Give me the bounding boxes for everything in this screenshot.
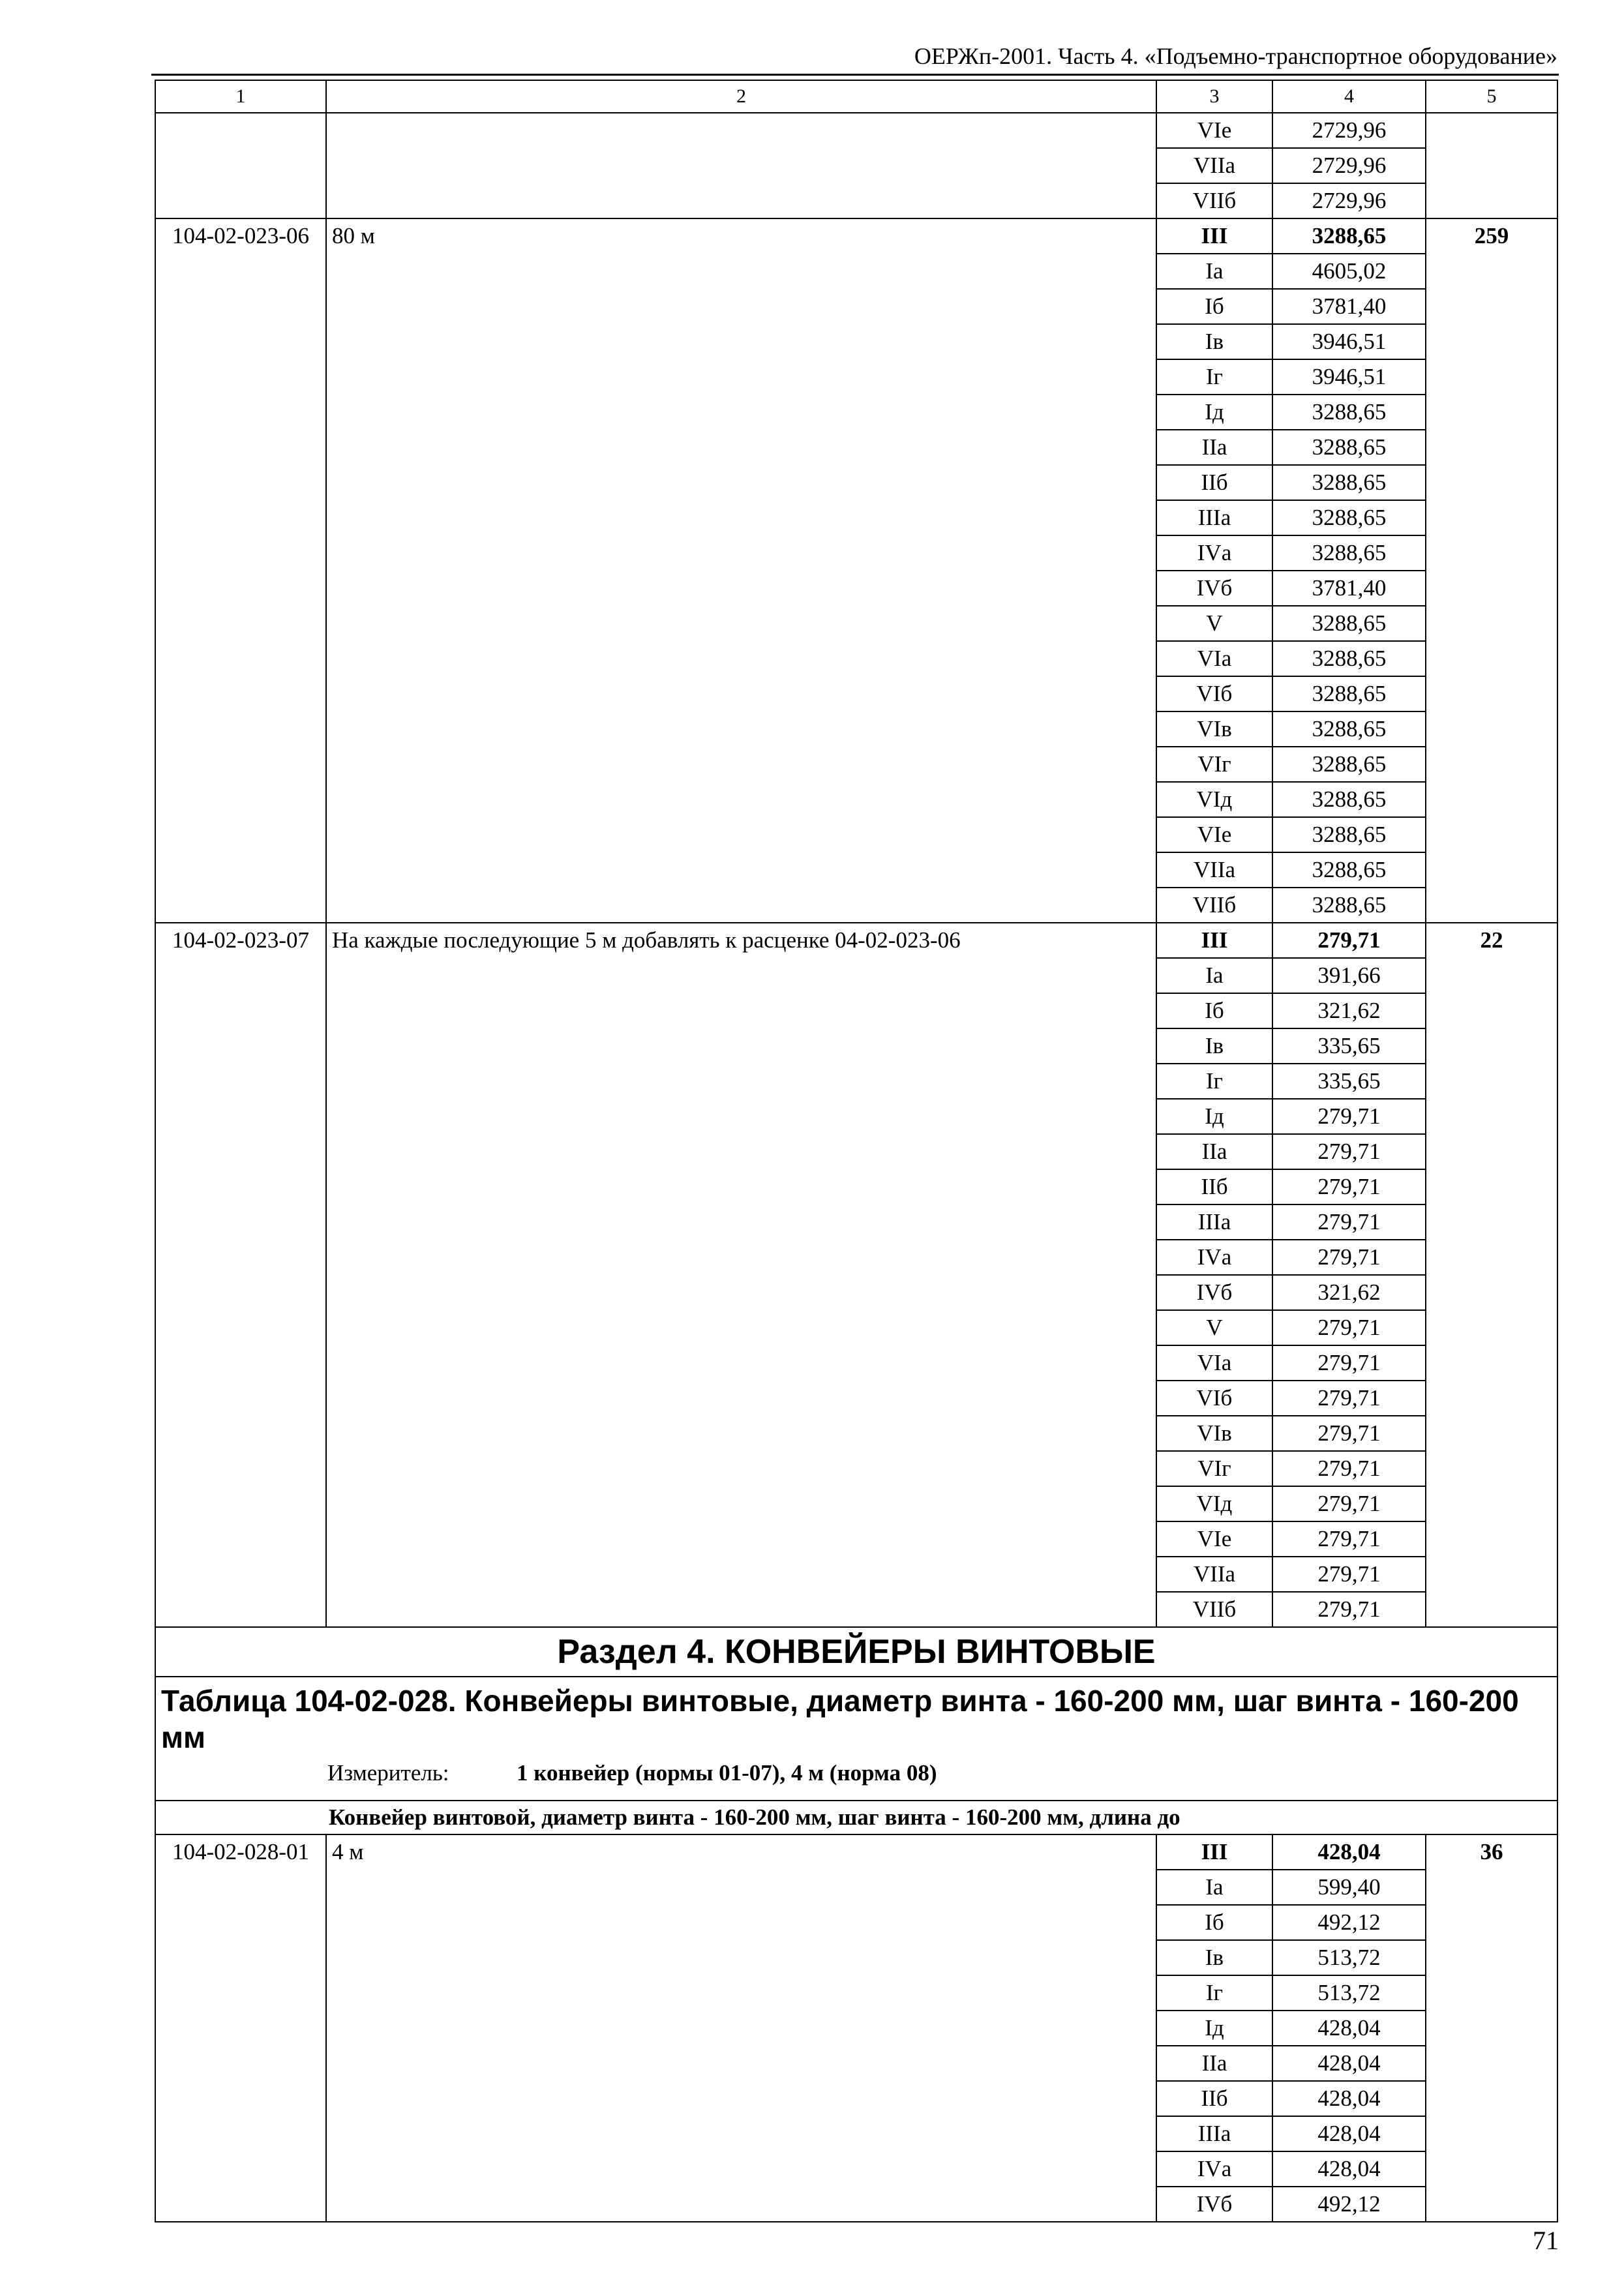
zone-class: VIб (1156, 1381, 1272, 1416)
rate-value: 279,71 (1272, 923, 1426, 958)
rate-value: 4605,02 (1272, 254, 1426, 289)
rate-value: 492,12 (1272, 1905, 1426, 1940)
rate-value: 428,04 (1272, 2151, 1426, 2187)
rate-value: 335,65 (1272, 1028, 1426, 1064)
rate-value: 428,04 (1272, 2046, 1426, 2081)
rate-value: 321,62 (1272, 1275, 1426, 1310)
table-title-cell (155, 1677, 1557, 1801)
table-row (155, 113, 1557, 148)
zone-class: IVа (1156, 1240, 1272, 1275)
column-header: 5 (1426, 80, 1557, 113)
rate-description: 80 м (326, 218, 1156, 923)
column-header: 2 (326, 80, 1156, 113)
rate-value: 3288,65 (1272, 535, 1426, 571)
rate-value: 335,65 (1272, 1064, 1426, 1099)
rate-value: 3946,51 (1272, 324, 1426, 359)
rate-value: 3288,65 (1272, 500, 1426, 535)
zone-class: IIб (1156, 2081, 1272, 2116)
rate-value: 3288,65 (1272, 817, 1426, 852)
zone-class: IVб (1156, 2187, 1272, 2222)
column-header: 1 (155, 80, 326, 113)
zone-class: Iд (1156, 395, 1272, 430)
zone-class: IVб (1156, 1275, 1272, 1310)
rate-value: 492,12 (1272, 2187, 1426, 2222)
zone-class: IIб (1156, 465, 1272, 500)
rate-value: 3288,65 (1272, 888, 1426, 923)
table-body (155, 80, 1557, 2222)
zone-class: VIа (1156, 641, 1272, 676)
rate-value: 3288,65 (1272, 747, 1426, 782)
zone-class: VIIб (1156, 1592, 1272, 1627)
table-row (155, 923, 1557, 958)
rate-code: 104-02-023-07 (155, 923, 326, 1627)
zone-class: VIд (1156, 1486, 1272, 1521)
rate-value: 2729,96 (1272, 148, 1426, 183)
rate-value: 513,72 (1272, 1975, 1426, 2011)
rate-value: 3288,65 (1272, 676, 1426, 711)
zone-class: IIа (1156, 1134, 1272, 1169)
zone-class: VIд (1156, 782, 1272, 817)
rate-value: 3288,65 (1272, 641, 1426, 676)
rates-table (155, 80, 1558, 2222)
section-title-row (155, 1627, 1557, 1677)
rate-value: 3781,40 (1272, 289, 1426, 324)
zone-class: III (1156, 1834, 1272, 1870)
table-title-row (155, 1677, 1557, 1801)
zone-class: III (1156, 923, 1272, 958)
rate-value: 428,04 (1272, 2011, 1426, 2046)
zone-class: Iа (1156, 254, 1272, 289)
section-title: Раздел 4. КОНВЕЙЕРЫ ВИНТОВЫЕ (155, 1627, 1557, 1677)
zone-class: Iб (1156, 993, 1272, 1028)
rate-value: 428,04 (1272, 2081, 1426, 2116)
zone-class: IIIа (1156, 500, 1272, 535)
zone-class: VIIб (1156, 888, 1272, 923)
page-header: ОЕРЖп-2001. Часть 4. «Подъемно-транспортное оборудование» (914, 43, 1557, 69)
rate-value: 428,04 (1272, 2116, 1426, 2151)
group-title-row (155, 1801, 1557, 1834)
rate-value: 3288,65 (1272, 430, 1426, 465)
zone-class: IIIа (1156, 1204, 1272, 1240)
rate-value: 3946,51 (1272, 359, 1426, 395)
rate-value: 3781,40 (1272, 571, 1426, 606)
rate-value: 391,66 (1272, 958, 1426, 993)
zone-class: Iб (1156, 1905, 1272, 1940)
zone-class: VIб (1156, 676, 1272, 711)
labor-norm: 36 (1426, 1834, 1557, 2222)
rate-value: 321,62 (1272, 993, 1426, 1028)
zone-class: VIе (1156, 113, 1272, 148)
zone-class: Iг (1156, 359, 1272, 395)
column-header-row (155, 80, 1557, 113)
rate-value: 279,71 (1272, 1134, 1426, 1169)
zone-class: Iг (1156, 1064, 1272, 1099)
zone-class: IIа (1156, 2046, 1272, 2081)
zone-class: VIв (1156, 711, 1272, 747)
rate-value: 279,71 (1272, 1416, 1426, 1451)
zone-class: VIе (1156, 1521, 1272, 1557)
rate-value: 3288,65 (1272, 782, 1426, 817)
zone-class: IVа (1156, 535, 1272, 571)
zone-class: Iд (1156, 1099, 1272, 1134)
rate-value: 279,71 (1272, 1169, 1426, 1204)
zone-class: IVб (1156, 571, 1272, 606)
zone-class: Iв (1156, 324, 1272, 359)
rate-code (155, 113, 326, 218)
rate-value: 3288,65 (1272, 465, 1426, 500)
rate-description: На каждые последующие 5 м добавлять к расценке 04-02-023-06 (326, 923, 1156, 1627)
rate-value: 599,40 (1272, 1870, 1426, 1905)
rate-description (326, 113, 1156, 218)
zone-class: VIIа (1156, 1557, 1272, 1592)
zone-class: IIIа (1156, 2116, 1272, 2151)
table-row (155, 218, 1557, 254)
zone-class: VIг (1156, 1451, 1272, 1486)
zone-class: Iг (1156, 1975, 1272, 2011)
zone-class: Iа (1156, 958, 1272, 993)
zone-class: Iб (1156, 289, 1272, 324)
measure-line (161, 1759, 1552, 1787)
labor-norm: 22 (1426, 923, 1557, 1627)
zone-class: VIIа (1156, 852, 1272, 888)
group-title: Конвейер винтовой, диаметр винта - 160-200 мм, шаг винта - 160-200 мм, длина до (155, 1801, 1557, 1834)
zone-class: IVа (1156, 2151, 1272, 2187)
zone-class: IIа (1156, 430, 1272, 465)
rate-value: 3288,65 (1272, 395, 1426, 430)
rate-value: 3288,65 (1272, 852, 1426, 888)
rate-value: 279,71 (1272, 1240, 1426, 1275)
rate-value: 279,71 (1272, 1592, 1426, 1627)
column-header: 3 (1156, 80, 1272, 113)
rate-value: 279,71 (1272, 1345, 1426, 1381)
labor-norm: 259 (1426, 218, 1557, 923)
rate-value: 279,71 (1272, 1204, 1426, 1240)
rate-value: 279,71 (1272, 1310, 1426, 1345)
rate-value: 2729,96 (1272, 113, 1426, 148)
zone-class: Iв (1156, 1028, 1272, 1064)
rate-code: 104-02-023-06 (155, 218, 326, 923)
rate-value: 3288,65 (1272, 711, 1426, 747)
zone-class: Iв (1156, 1940, 1272, 1975)
rate-value: 3288,65 (1272, 218, 1426, 254)
rate-value: 279,71 (1272, 1451, 1426, 1486)
zone-class: VIIа (1156, 148, 1272, 183)
rate-value: 3288,65 (1272, 606, 1426, 641)
rate-value: 428,04 (1272, 1834, 1426, 1870)
page-number: 71 (1533, 2226, 1559, 2255)
header-rule (151, 74, 1559, 76)
rate-code: 104-02-028-01 (155, 1834, 326, 2222)
rate-value: 2729,96 (1272, 183, 1426, 218)
measure-value: 1 конвейер (нормы 01-07), 4 м (норма 08) (517, 1760, 937, 1786)
zone-class: IIб (1156, 1169, 1272, 1204)
table-row (155, 1834, 1557, 1870)
rate-value: 279,71 (1272, 1381, 1426, 1416)
labor-norm (1426, 113, 1557, 218)
rate-value: 279,71 (1272, 1521, 1426, 1557)
zone-class: VIе (1156, 817, 1272, 852)
zone-class: VIв (1156, 1416, 1272, 1451)
column-header: 4 (1272, 80, 1426, 113)
rate-value: 279,71 (1272, 1486, 1426, 1521)
rate-value: 279,71 (1272, 1099, 1426, 1134)
zone-class: V (1156, 1310, 1272, 1345)
table-title: Таблица 104-02-028. Конвейеры винтовые, диаметр винта - 160-200 мм, шаг винта - 160-200 мм (161, 1684, 1519, 1754)
zone-class: Iд (1156, 2011, 1272, 2046)
zone-class: VIг (1156, 747, 1272, 782)
zone-class: VIа (1156, 1345, 1272, 1381)
measure-label: Измеритель: (327, 1760, 449, 1786)
zone-class: V (1156, 606, 1272, 641)
rate-value: 279,71 (1272, 1557, 1426, 1592)
zone-class: VIIб (1156, 183, 1272, 218)
zone-class: III (1156, 218, 1272, 254)
zone-class: Iа (1156, 1870, 1272, 1905)
rate-description: 4 м (326, 1834, 1156, 2222)
rate-value: 513,72 (1272, 1940, 1426, 1975)
